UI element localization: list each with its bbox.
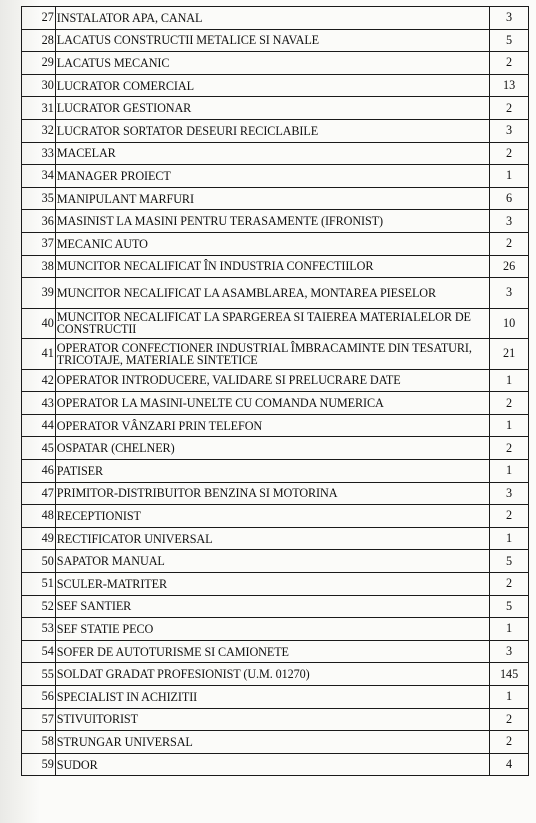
row-number: 27 [22, 7, 56, 30]
row-number: 52 [22, 595, 56, 618]
table-row [22, 753, 529, 776]
occupation-name: INSTALATOR APA, CANAL [55, 7, 489, 30]
vacancy-count: 2 [490, 392, 529, 415]
table-row [22, 210, 529, 233]
occupation-name: SAPATOR MANUAL [55, 550, 489, 573]
table-row [22, 97, 529, 120]
row-number: 39 [22, 278, 56, 309]
table-row [22, 550, 529, 573]
vacancy-count: 2 [490, 731, 529, 754]
row-number: 59 [22, 753, 56, 776]
occupation-name: MUNCITOR NECALIFICAT ÎN INDUSTRIA CONFECTIILOR [55, 255, 489, 278]
occupation-name: MACELAR [55, 142, 489, 165]
row-number: 55 [22, 663, 56, 686]
table-row [22, 392, 529, 415]
vacancy-count: 2 [490, 142, 529, 165]
occupation-name: OPERATOR LA MASINI-UNELTE CU COMANDA NUMERICA [55, 392, 489, 415]
table-row [22, 482, 529, 505]
table-row [22, 618, 529, 641]
vacancy-count: 1 [490, 460, 529, 483]
row-number: 50 [22, 550, 56, 573]
vacancy-count: 145 [490, 663, 529, 686]
vacancy-count: 3 [490, 119, 529, 142]
table-row [22, 731, 529, 754]
vacancy-count: 2 [490, 437, 529, 460]
row-number: 43 [22, 392, 56, 415]
occupation-name: SCULER-MATRITER [55, 572, 489, 595]
vacancy-count: 3 [490, 210, 529, 233]
row-number: 31 [22, 97, 56, 120]
table-row [22, 7, 529, 30]
row-number: 32 [22, 119, 56, 142]
vacancy-count: 2 [490, 708, 529, 731]
row-number: 48 [22, 505, 56, 528]
occupation-name: OPERATOR INTRODUCERE, VALIDARE SI PRELUCRARE DATE [55, 369, 489, 392]
table-row [22, 308, 529, 339]
table-row [22, 414, 529, 437]
vacancy-count: 2 [490, 52, 529, 75]
row-number: 37 [22, 232, 56, 255]
row-number: 35 [22, 187, 56, 210]
vacancy-count: 5 [490, 595, 529, 618]
table-body [22, 7, 529, 776]
row-number: 53 [22, 618, 56, 641]
occupation-name: LACATUS MECANIC [55, 52, 489, 75]
row-number: 38 [22, 255, 56, 278]
vacancy-count: 2 [490, 572, 529, 595]
row-number: 28 [22, 29, 56, 52]
vacancy-count: 2 [490, 232, 529, 255]
table-row [22, 52, 529, 75]
row-number: 46 [22, 460, 56, 483]
row-number: 47 [22, 482, 56, 505]
occupation-name: SOLDAT GRADAT PROFESIONIST (U.M. 01270) [55, 663, 489, 686]
occupation-name: OPERATOR VÂNZARI PRIN TELEFON [55, 414, 489, 437]
table-row [22, 119, 529, 142]
table-row [22, 708, 529, 731]
occupation-name: RECEPTIONIST [55, 505, 489, 528]
occupation-name: SPECIALIST IN ACHIZITII [55, 685, 489, 708]
table-row [22, 369, 529, 392]
occupation-name: PATISER [55, 460, 489, 483]
vacancy-count: 21 [490, 339, 529, 370]
vacancy-count: 3 [490, 7, 529, 30]
table-row [22, 165, 529, 188]
table-row [22, 685, 529, 708]
occupation-name: LACATUS CONSTRUCTII METALICE SI NAVALE [55, 29, 489, 52]
table-row [22, 595, 529, 618]
occupation-name: OSPATAR (CHELNER) [55, 437, 489, 460]
vacancy-count: 2 [490, 97, 529, 120]
vacancy-count: 3 [490, 640, 529, 663]
occupation-name: MASINIST LA MASINI PENTRU TERASAMENTE (IFRONIST) [55, 210, 489, 233]
row-number: 41 [22, 339, 56, 370]
vacancy-count: 4 [490, 753, 529, 776]
row-number: 40 [22, 308, 56, 339]
row-number: 58 [22, 731, 56, 754]
row-number: 49 [22, 527, 56, 550]
vacancy-count: 1 [490, 165, 529, 188]
row-number: 30 [22, 74, 56, 97]
occupation-name: MUNCITOR NECALIFICAT LA SPARGEREA SI TAIEREA MATERIALELOR DE CONSTRUCTII [55, 308, 489, 339]
table-row [22, 232, 529, 255]
table-row [22, 663, 529, 686]
occupation-name: SUDOR [55, 753, 489, 776]
vacancy-count: 1 [490, 527, 529, 550]
table-row [22, 29, 529, 52]
table-row [22, 527, 529, 550]
vacancy-count: 1 [490, 369, 529, 392]
occupation-name: RECTIFICATOR UNIVERSAL [55, 527, 489, 550]
vacancy-count: 6 [490, 187, 529, 210]
row-number: 42 [22, 369, 56, 392]
occupation-name: LUCRATOR SORTATOR DESEURI RECICLABILE [55, 119, 489, 142]
table-row [22, 142, 529, 165]
row-number: 34 [22, 165, 56, 188]
table-row [22, 640, 529, 663]
row-number: 51 [22, 572, 56, 595]
table-row [22, 505, 529, 528]
table-row [22, 74, 529, 97]
vacancy-count: 10 [490, 308, 529, 339]
table-row [22, 187, 529, 210]
vacancy-count: 1 [490, 685, 529, 708]
occupation-name: PRIMITOR-DISTRIBUITOR BENZINA SI MOTORINA [55, 482, 489, 505]
vacancy-count: 3 [490, 482, 529, 505]
table-row [22, 437, 529, 460]
vacancy-count: 1 [490, 414, 529, 437]
vacancy-count: 5 [490, 29, 529, 52]
occupation-name: MECANIC AUTO [55, 232, 489, 255]
row-number: 44 [22, 414, 56, 437]
row-number: 33 [22, 142, 56, 165]
occupation-name: MUNCITOR NECALIFICAT LA ASAMBLAREA, MONTAREA PIESELOR [55, 278, 489, 309]
table-row [22, 255, 529, 278]
row-number: 56 [22, 685, 56, 708]
vacancy-count: 2 [490, 505, 529, 528]
vacancy-count: 1 [490, 618, 529, 641]
table-row [22, 572, 529, 595]
vacancy-count: 13 [490, 74, 529, 97]
occupation-name: SEF STATIE PECO [55, 618, 489, 641]
occupation-name: MANAGER PROIECT [55, 165, 489, 188]
vacancy-count: 3 [490, 278, 529, 309]
job-vacancies-table [21, 6, 529, 776]
row-number: 36 [22, 210, 56, 233]
occupation-name: OPERATOR CONFECTIONER INDUSTRIAL ÎMBRACAMINTE DIN TESATURI, TRICOTAJE, MATERIALE SINTETICE [55, 339, 489, 370]
table-row [22, 460, 529, 483]
row-number: 45 [22, 437, 56, 460]
occupation-name: SOFER DE AUTOTURISME SI CAMIONETE [55, 640, 489, 663]
occupation-name: STRUNGAR UNIVERSAL [55, 731, 489, 754]
vacancy-count: 5 [490, 550, 529, 573]
occupation-name: LUCRATOR COMERCIAL [55, 74, 489, 97]
row-number: 54 [22, 640, 56, 663]
table-row [22, 278, 529, 309]
table-row [22, 339, 529, 370]
occupation-name: LUCRATOR GESTIONAR [55, 97, 489, 120]
row-number: 57 [22, 708, 56, 731]
row-number: 29 [22, 52, 56, 75]
vacancy-count: 26 [490, 255, 529, 278]
occupation-name: STIVUITORIST [55, 708, 489, 731]
occupation-name: MANIPULANT MARFURI [55, 187, 489, 210]
occupation-name: SEF SANTIER [55, 595, 489, 618]
